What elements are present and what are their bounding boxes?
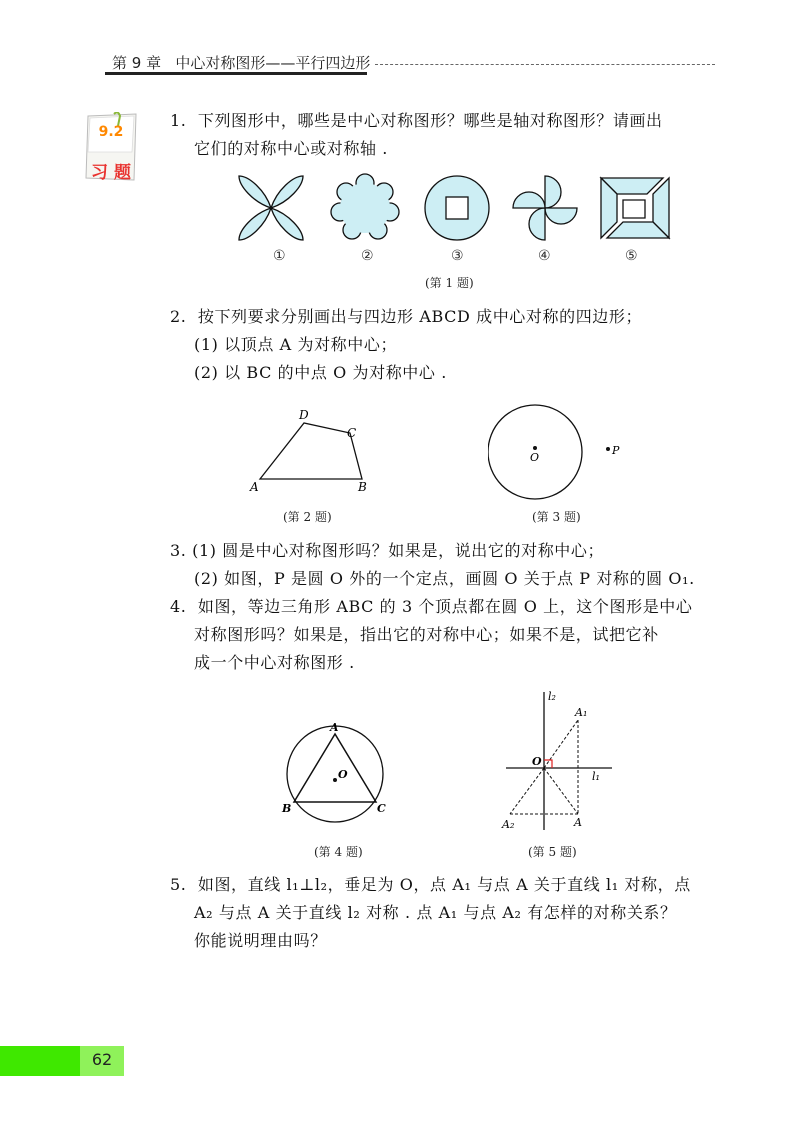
shape-5-triangle-frame [601, 178, 669, 238]
header-dashed-rule [375, 64, 715, 65]
label-B: B [358, 480, 367, 494]
problem-2-sub-1: (1) 以顶点 A 为对称中心； [194, 335, 398, 354]
problem-1-line-2: 它们的对称中心或对称轴 . [194, 139, 388, 158]
figure-4-inscribed-triangle [280, 718, 390, 836]
problem-4-line-1 [170, 596, 693, 618]
label-O: O [532, 755, 542, 768]
chapter-number: 第 9 章 [112, 54, 162, 72]
figure-2-quadrilateral [248, 405, 378, 497]
problem-number: 2. [170, 307, 187, 326]
footer-green-bar [0, 1046, 80, 1076]
problem-3-line-1 [170, 540, 604, 562]
caption-2: (第 2 题) [283, 510, 332, 524]
label-l1: l₁ [592, 770, 600, 783]
figure-3-circle [488, 402, 628, 504]
problem-4-line-3: 成一个中心对称图形 . [194, 653, 355, 672]
shape-2-flower [331, 174, 399, 239]
problem-text: 按下列要求分别画出与四边形 ABCD 成中心对称的四边形； [197, 307, 643, 326]
page-number: 62 [91, 1050, 113, 1069]
shape-1-four-petals [239, 176, 303, 240]
label-A: A [574, 816, 582, 829]
shape-1-number: ① [273, 248, 286, 264]
shape-3-coin [425, 176, 489, 240]
label-B: B [282, 802, 292, 815]
shape-3-number: ③ [451, 248, 464, 264]
caption-5: (第 5 题) [528, 845, 577, 859]
problem-2-line-1 [170, 306, 642, 328]
label-O: O [530, 451, 540, 464]
badge-label: 习 题 [91, 163, 131, 183]
label-D: D [299, 408, 309, 422]
problem-text: 如图，直线 l₁⊥l₂，垂足为 O，点 A₁ 与点 A 关于直线 l₁ 对称，点 [197, 875, 691, 894]
label-l2: l₂ [548, 690, 556, 703]
shape-5-number: ⑤ [625, 248, 638, 264]
shape-2-number: ② [361, 248, 374, 264]
chapter-title: 中心对称图形——平行四边形 [175, 54, 371, 72]
problem-5-line-1 [170, 874, 691, 896]
problem-text: 如图，等边三角形 ABC 的 3 个顶点都在圆 O 上，这个图形是中心 [197, 597, 693, 616]
caption-1: (第 1 题) [425, 276, 474, 290]
label-C: C [347, 426, 357, 440]
figure-5-perpendicular-lines [498, 688, 618, 836]
problem-2-sub-2: (2) 以 BC 的中点 O 为对称中心 . [194, 363, 447, 382]
label-A2: A₂ [502, 818, 515, 831]
label-A: A [330, 721, 339, 734]
running-header [112, 52, 370, 73]
label-A1: A₁ [575, 706, 588, 719]
label-P: P [612, 444, 620, 457]
label-C: C [377, 802, 386, 815]
problem-5-line-2: A₂ 与点 A 关于直线 l₂ 对称 . 点 A₁ 与点 A₂ 有怎样的对称关系？ [194, 903, 677, 922]
shape-4-number: ④ [538, 248, 551, 264]
header-rule [105, 72, 367, 75]
figure-1-shapes [235, 172, 675, 244]
problem-number: 5. [170, 875, 187, 894]
problem-number: 3. [170, 541, 187, 560]
caption-3: (第 3 题) [532, 510, 581, 524]
problem-1-line-1 [170, 110, 663, 132]
caption-4: (第 4 题) [314, 845, 363, 859]
problem-number: 4. [170, 597, 187, 616]
problem-number: 1. [170, 111, 187, 130]
problem-text: (1) 圆是中心对称图形吗？如果是，说出它的对称中心； [192, 541, 605, 560]
problem-4-line-2: 对称图形吗？如果是，指出它的对称中心；如果不是，试把它补 [194, 625, 659, 644]
label-A: A [250, 480, 259, 494]
label-O: O [338, 768, 348, 781]
problem-5-line-3: 你能说明理由吗？ [194, 931, 327, 950]
problem-3-line-2: (2) 如图，P 是圆 O 外的一个定点，画圆 O 关于点 P 对称的圆 O₁. [194, 569, 695, 588]
problem-text: 下列图形中，哪些是中心对称图形？哪些是轴对称图形？请画出 [197, 111, 663, 130]
badge-number: 9.2 [98, 124, 124, 140]
shape-4-pinwheel [513, 176, 577, 240]
